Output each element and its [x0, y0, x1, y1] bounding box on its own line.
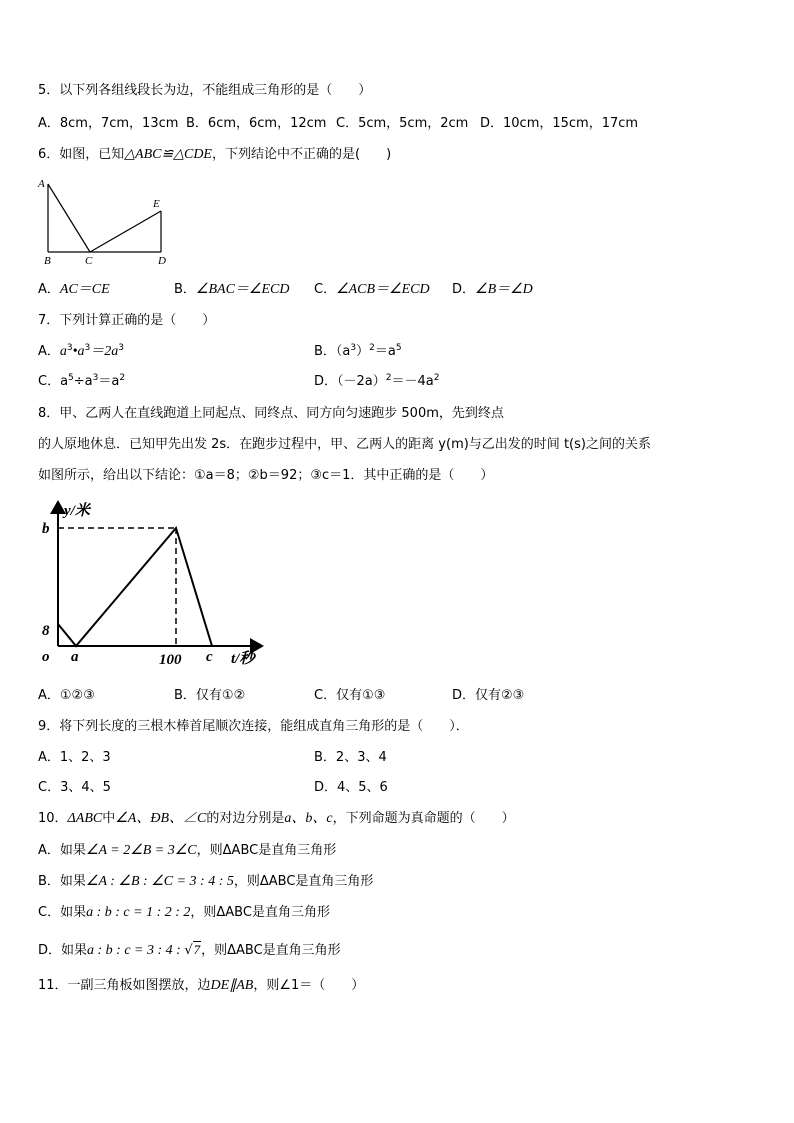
- q10-option-a: A．如果∠A = 2∠B = 3∠C，则ΔABC是直角三角形: [38, 843, 337, 858]
- label-b: B: [44, 255, 51, 267]
- segment-ce: [90, 211, 161, 252]
- label-8: 8: [42, 623, 50, 639]
- q8-option-d: D．仅有②③: [452, 688, 525, 703]
- label-a: A: [38, 178, 45, 190]
- q6-option-a: A．AC＝CE: [38, 282, 110, 297]
- label-a: a: [71, 649, 79, 665]
- q10-option-b: B．如果∠A : ∠B : ∠C = 3 : 4 : 5，则ΔABC是直角三角形: [38, 874, 374, 889]
- q7-option-a: A．$a^3•a^3=2a^3$: [38, 343, 125, 359]
- origin-label: o: [42, 649, 50, 665]
- q7-stem: 7．下列计算正确的是（ ）: [38, 313, 216, 328]
- sqrt-sign: √: [184, 943, 193, 958]
- label-b: b: [42, 521, 50, 537]
- t-axis-label: t/秒: [231, 651, 255, 667]
- q10-option-d: D．如果a : b : c = 3 : 4 : √7，则ΔABC是直角三角形: [38, 942, 341, 958]
- distance-line: [58, 528, 212, 646]
- q5-option-b: B．6cm，6cm，12cm: [186, 116, 327, 131]
- label-c: C: [85, 255, 93, 267]
- q6-option-c: C．∠ACB＝∠ECD: [314, 282, 430, 297]
- q8-option-c: C．仅有①③: [314, 688, 386, 703]
- q7-option-d: D．$(-2a)^2=-4a^2$: [314, 373, 440, 389]
- y-axis-label: y/米: [64, 503, 90, 519]
- q8-option-b: B．仅有①②: [174, 688, 246, 703]
- label-100: 100: [159, 652, 182, 668]
- q9-stem: 9．将下列长度的三根木棒首尾顺次连接，能组成直角三角形的是（ ）．: [38, 719, 469, 734]
- q5-stem: 5．以下列各组线段长为边，不能组成三角形的是（ ）: [38, 83, 372, 98]
- q11-stem: 11．一副三角板如图摆放，边DE∥AB，则∠1＝（ ）: [38, 978, 365, 993]
- q8-stem-line-1: 8．甲、乙两人在直线跑道上同起点、同终点、同方向匀速跑步 500m，先到终点: [38, 406, 504, 421]
- q8-stem-line-2: 的人原地休息．已知甲先出发 2s．在跑步过程中，甲、乙两人的距离 y(m)与乙出发的时间 t(s)之间的关系: [38, 437, 651, 452]
- q9-option-c: C．3、4、5: [38, 780, 111, 795]
- q9-option-a: A．1、2、3: [38, 750, 111, 765]
- q7-option-c: C．$a^5\div a^3=a^2$: [38, 373, 126, 389]
- q8-option-a: A．①②③: [38, 688, 95, 703]
- q5-option-a: A．8cm，7cm，13cm: [38, 116, 179, 131]
- q9-option-b: B．2、3、4: [314, 750, 387, 765]
- q6-stem: 6．如图，已知△ABC≌△CDE，下列结论中不正确的是( ): [38, 147, 392, 162]
- label-d: D: [158, 255, 166, 267]
- label-c: c: [206, 649, 213, 665]
- q6-option-d: D．∠B＝∠D: [452, 282, 533, 297]
- q8-stem-line-3: 如图所示，给出以下结论：①a＝8；②b＝92；③c＝1．其中正确的是（ ）: [38, 468, 494, 483]
- q8-graph: [30, 494, 270, 670]
- q6-option-b: B．∠BAC＝∠ECD: [174, 282, 290, 297]
- q10-stem: 10．ΔABC中∠A、ÐB、∠C的对边分别是a、b、c，下列命题为真命题的（ ）: [38, 811, 515, 826]
- q6-figure: [34, 176, 174, 268]
- q5-option-d: D．10cm，15cm，17cm: [480, 116, 639, 131]
- q9-option-d: D．4、5、6: [314, 780, 388, 795]
- segment-ac: [48, 184, 90, 252]
- q7-option-b: B．$(a^3)^2=a^5$: [314, 343, 402, 359]
- q10-option-c: C．如果a : b : c = 1 : 2 : 2，则ΔABC是直角三角形: [38, 905, 330, 920]
- q5-option-c: C．5cm，5cm，2cm: [336, 116, 469, 131]
- label-e: E: [153, 198, 160, 210]
